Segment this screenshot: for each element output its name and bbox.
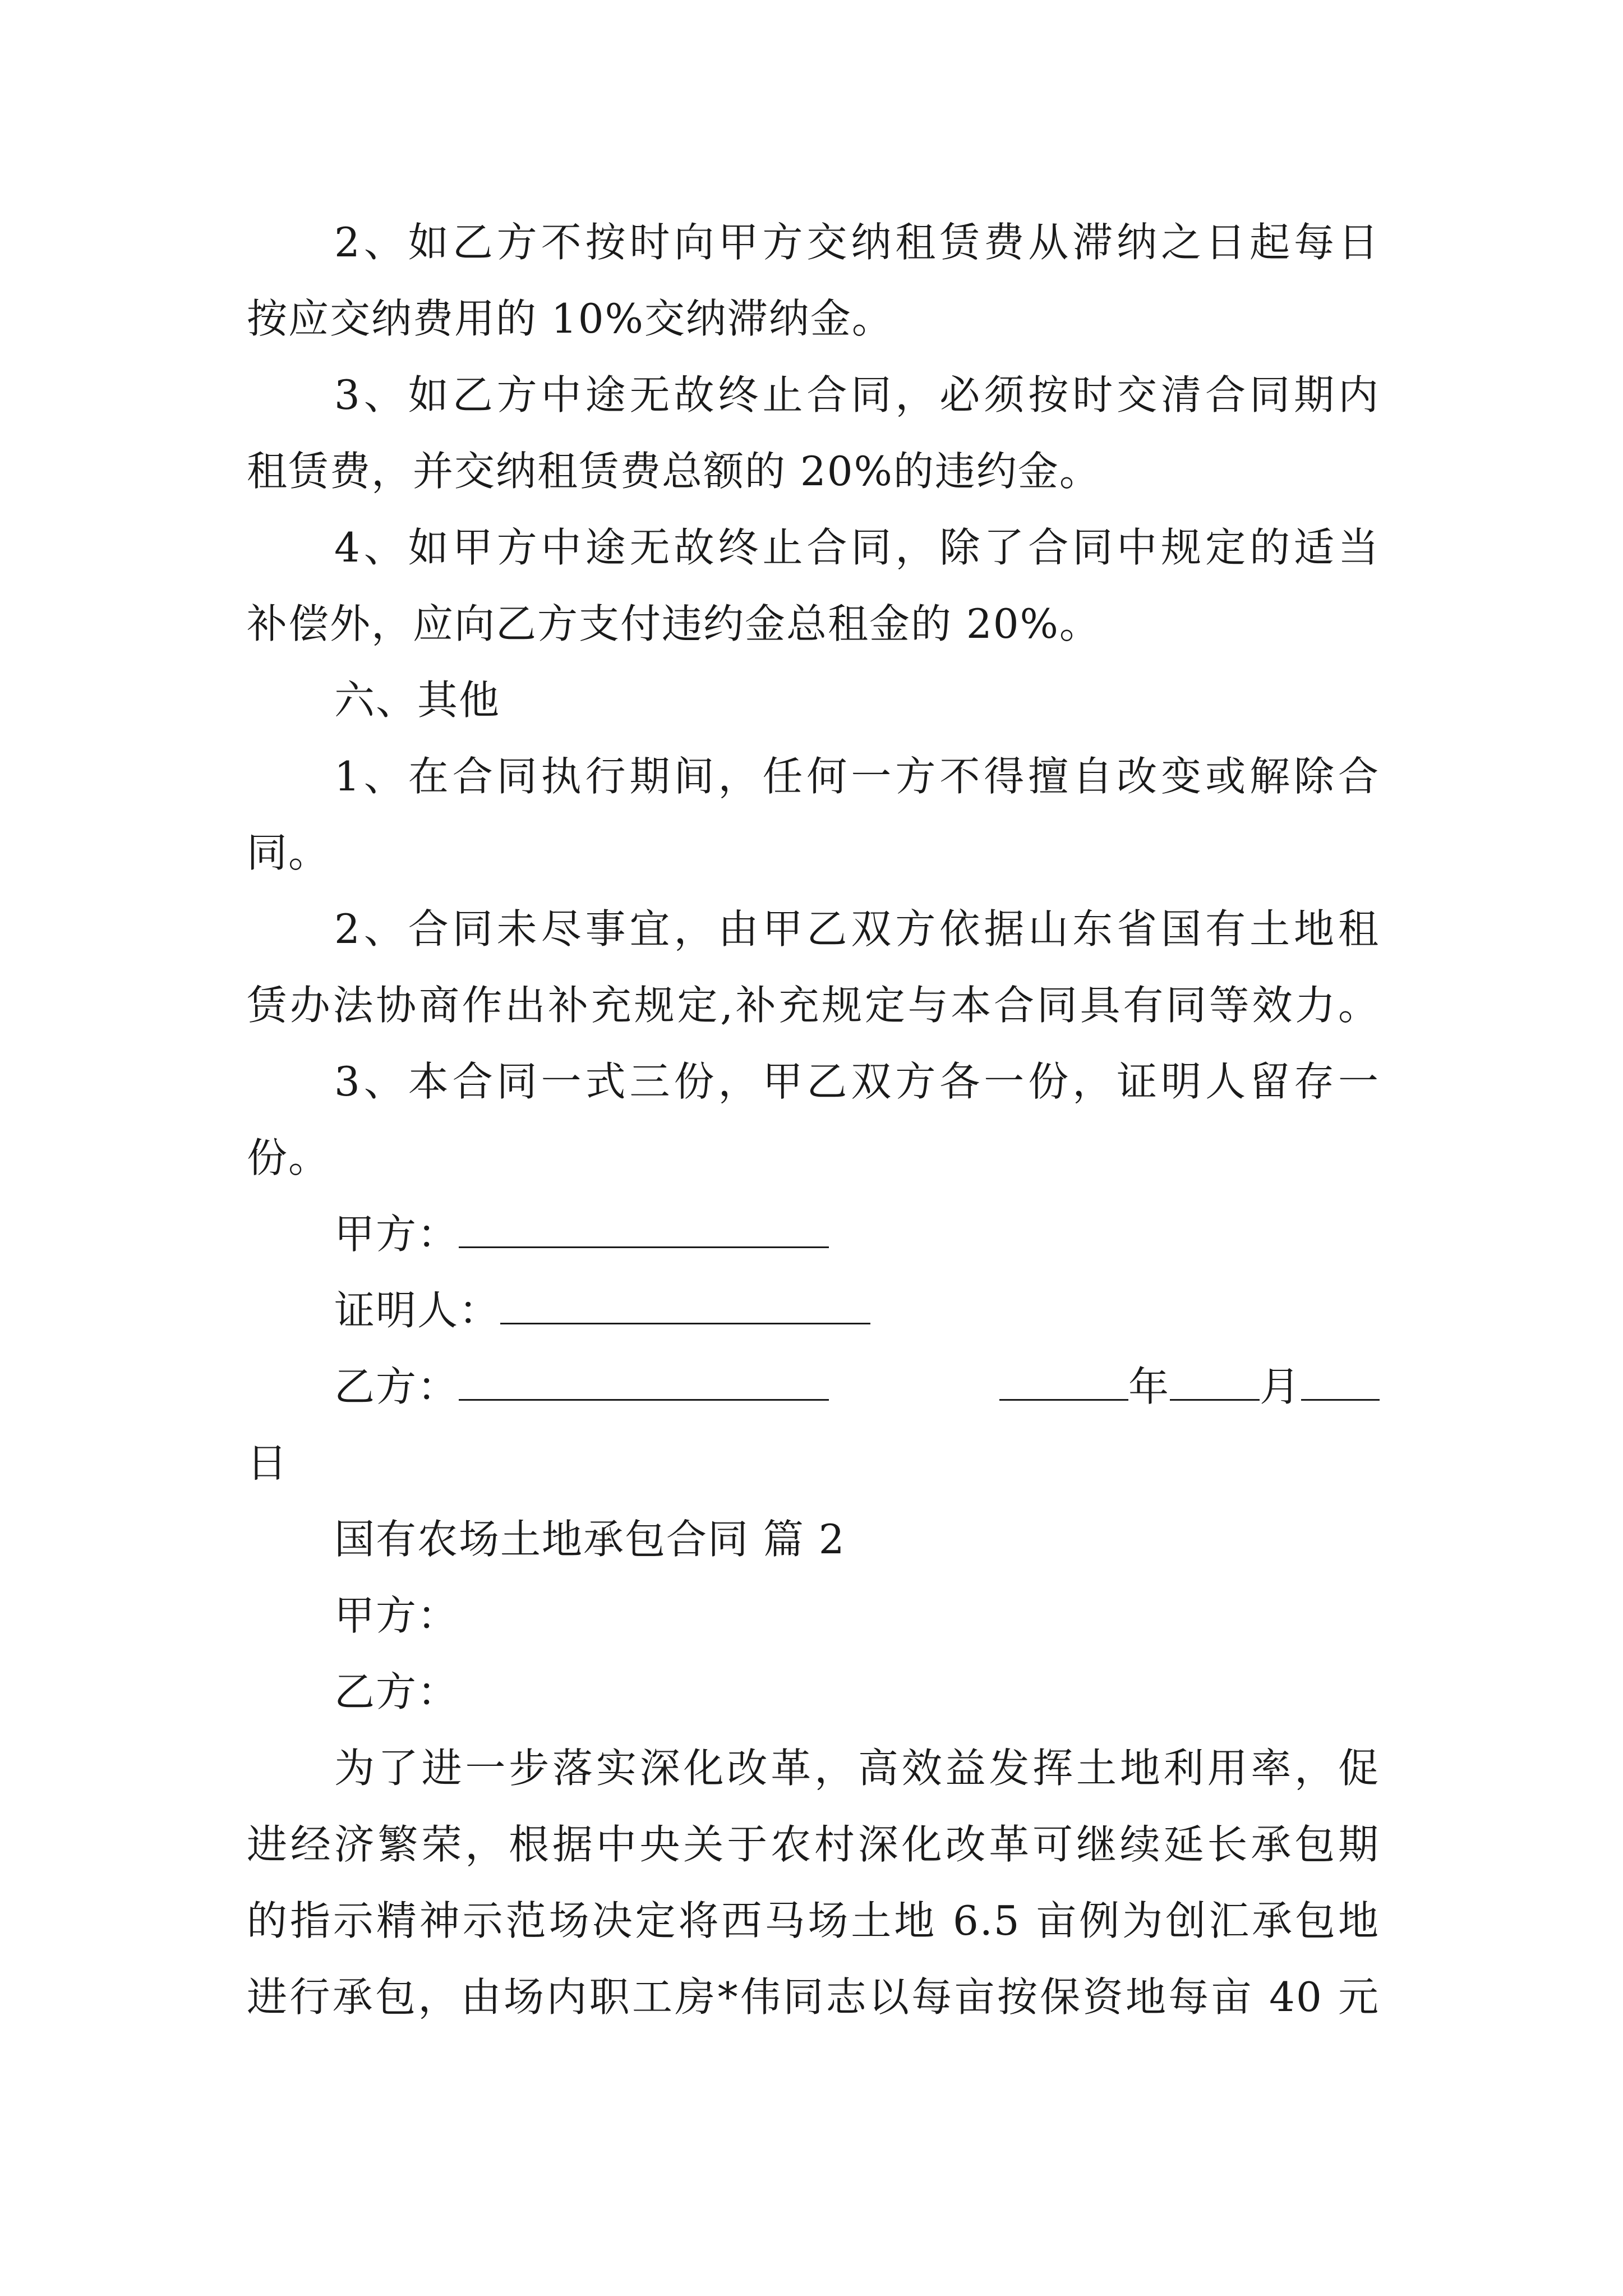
party-b-label: 乙方：	[334, 1363, 459, 1410]
month-label: 月	[1259, 1363, 1301, 1410]
party-a-signature-row	[334, 1206, 1380, 1262]
other-clause-3-line-1: 3、本合同一式三份，甲乙双方各一份，证明人留存一	[334, 1058, 1380, 1105]
clause-4-line-2: 补偿外，应向乙方支付违约金总租金的 20%。	[247, 600, 1101, 647]
party-a-label: 甲方：	[334, 1211, 459, 1258]
month-blank[interactable]	[1170, 1364, 1260, 1401]
other-clause-1-line-2: 同。	[247, 829, 330, 876]
year-blank[interactable]	[999, 1364, 1128, 1401]
section-2-body-line-4: 进行承包，由场内职工房*伟同志以每亩按保资地每亩 40 元	[247, 1973, 1380, 2021]
clause-3-line-1: 3、如乙方中途无故终止合同，必须按时交清合同期内	[334, 371, 1380, 418]
clause-2-line-1: 2、如乙方不按时向甲方交纳租赁费从滞纳之日起每日	[334, 219, 1380, 266]
section-2-party-a: 甲方：	[334, 1592, 459, 1639]
witness-label: 证明人：	[334, 1287, 501, 1334]
section-2-body-line-2: 进经济繁荣，根据中央关于农村深化改革可继续延长承包期	[247, 1821, 1380, 1868]
section-2-body-line-3: 的指示精神示范场决定将西马场土地 6.5 亩例为创汇承包地	[247, 1897, 1380, 1944]
section-2-body-line-1: 为了进一步落实深化改革，高效益发挥土地利用率，促	[334, 1745, 1380, 1792]
year-label: 年	[1128, 1363, 1170, 1410]
date-field	[999, 1359, 1380, 1415]
clause-3-line-2: 租赁费，并交纳租赁费总额的 20%的违约金。	[247, 448, 1101, 495]
section-2-party-b: 乙方：	[334, 1668, 459, 1715]
party-b-signature-blank[interactable]	[459, 1364, 829, 1401]
other-clause-2-line-1: 2、合同未尽事宜，由甲乙双方依据山东省国有土地租	[334, 905, 1380, 953]
day-blank[interactable]	[1301, 1364, 1380, 1401]
witness-signature-row	[334, 1282, 1380, 1338]
section-2-title: 国有农场土地承包合同 篇 2	[334, 1516, 846, 1563]
other-clause-2-line-2: 赁办法协商作出补充规定,补充规定与本合同具有同等效力。	[247, 982, 1380, 1029]
party-a-signature-blank[interactable]	[459, 1212, 829, 1248]
witness-signature-blank[interactable]	[500, 1288, 870, 1324]
day-label: 日	[247, 1439, 289, 1487]
clause-2-line-2: 按应交纳费用的 10%交纳滞纳金。	[247, 295, 893, 342]
other-clause-1-line-1: 1、在合同执行期间，任何一方不得擅自改变或解除合	[334, 753, 1380, 800]
clause-4-line-1: 4、如甲方中途无故终止合同，除了合同中规定的适当	[334, 524, 1380, 571]
party-b-signature-row	[334, 1359, 1380, 1415]
section-heading-other: 六、其他	[334, 677, 501, 724]
other-clause-3-line-2: 份。	[247, 1134, 330, 1181]
